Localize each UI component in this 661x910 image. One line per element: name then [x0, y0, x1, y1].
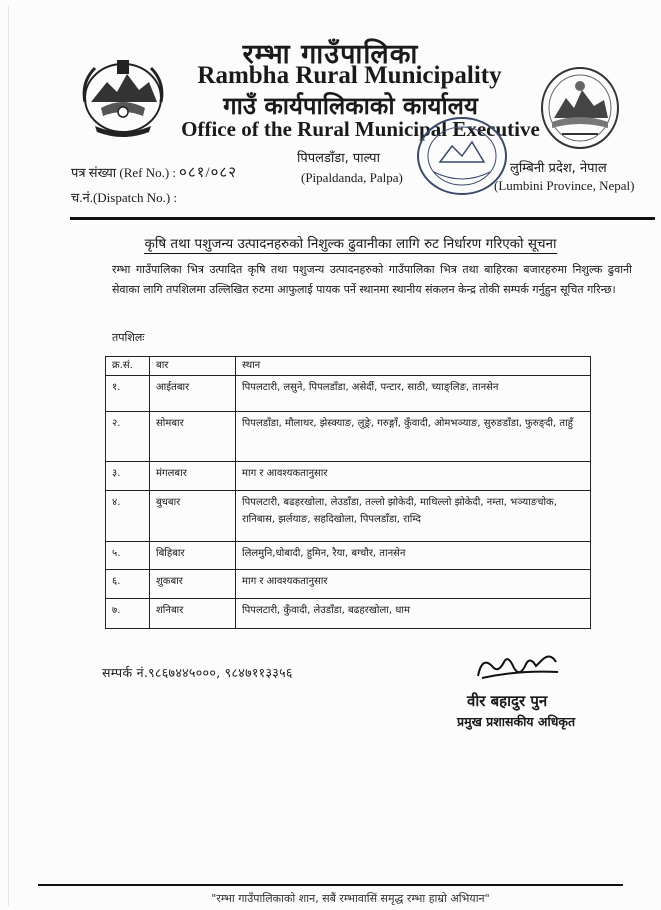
places-cell: पिपलटारी, कुँवादी, लेउडाँडा, बढहरखोला, धाम [236, 599, 591, 629]
serial-cell: २. [106, 412, 150, 462]
serial-cell: ४. [106, 491, 150, 542]
places-cell: लिलमुनि,धोबादी, हुमिन, रैया, बग्चौर, तानसेन [236, 542, 591, 570]
signatory-title: प्रमुख प्रशासकीय अधिकृत [457, 714, 576, 729]
serial-cell: ७. [106, 599, 150, 629]
details-label: तपशिलः [112, 331, 145, 344]
places-cell: पिपलडाँडा, मौलाथर, झेस्क्याङ, लुङ्रे, गरुङ्गाँ, कुँवादी, ओमभञ्याङ, सुरुङडाँडा, फुरुङ्दी, ताहुँ [236, 412, 591, 462]
places-cell: पिपलटारी, लसुने, पिपलडाँडा, असेर्दी, पन्टार, साठी, च्याङ्लिङ, तानसेन [236, 376, 591, 412]
day-cell: आईतबार [150, 376, 236, 412]
table-row [106, 570, 591, 599]
province-en: (Lumbini Province, Nepal) [494, 178, 635, 193]
col-serial-header: क्र.सं. [106, 357, 150, 376]
reference-number [71, 162, 237, 182]
dispatch-number: च.नं.(Dispatch No.) : [71, 190, 178, 205]
table-header-row [106, 357, 591, 376]
municipality-logo-icon [538, 62, 622, 154]
notice-body: रम्भा गाउँपालिका भित्र उत्पादित कृषि तथा पशुजन्य उत्पादनहरुको गाउँपालिका भित्र तथा बाहिरका बजारहरुमा निशुल्क ढुवानी सेवाका लागि तपशिलमा उल्लिखित रुटमा आफुलाई पायक पर्ने स्थानमा स्थानीय संकलन केन्द्र तोकी सम्पर्क गर्नुहुन सूचित गरिन्छ। [112, 263, 632, 296]
day-cell: सोमबार [150, 412, 236, 462]
ref-label: पत्र संख्या (Ref No.) : [71, 165, 177, 180]
table-row [106, 542, 591, 570]
table-row [106, 462, 591, 491]
places-cell: माग र आवश्यकतानुसार [236, 570, 591, 599]
footer-divider [38, 884, 623, 886]
notice-subject [0, 234, 661, 252]
places-cell: पिपलटारी, बढहरखोला, लेउडाँडा, तल्लो झोकेदी, माथिल्लो झोकेदी, नम्ता, भञ्याङचोक, रानिबास, झर्लयाङ, सहदिखोला, पिपलडाँडा, राम्दि [236, 491, 591, 542]
day-cell: बुधबार [150, 491, 236, 542]
table-row [106, 599, 591, 629]
place-en: (Pipaldanda, Palpa) [301, 170, 403, 185]
ref-value: ०८१/०८२ [179, 165, 238, 181]
serial-cell: ६. [106, 570, 150, 599]
day-cell: शुकबार [150, 570, 236, 599]
col-places-header: स्थान [236, 357, 591, 376]
places-cell: माग र आवश्यकतानुसार [236, 462, 591, 491]
table-row [106, 376, 591, 412]
serial-cell: ३. [106, 462, 150, 491]
municipality-name-np: रम्भा गाउँपालिका [242, 39, 419, 70]
handwritten-signature [472, 648, 564, 688]
signatory-name: वीर बहादुर पुन [467, 692, 548, 710]
office-name-np: गाउँ कार्यपालिकाको कार्यालय [223, 91, 478, 120]
day-cell: शनिबार [150, 599, 236, 629]
municipality-name-en: Rambha Rural Municipality [197, 62, 502, 89]
province-np: लुम्बिनी प्रदेश, नेपाल [510, 161, 607, 176]
serial-cell: ५. [106, 542, 150, 570]
notice-subject-text: कृषि तथा पशुजन्य उत्पादनहरुको निशुल्क ढुवानीका लागि रुट निर्धारण गरिएको सूचना [144, 236, 557, 252]
place-np: पिपलडाँडा, पाल्पा [297, 151, 380, 166]
day-cell: बिहिबार [150, 542, 236, 570]
contact-numbers: सम्पर्क नं.९८६७४४५०००, ९८४७११३३५६ [102, 665, 293, 680]
office-name-en: Office of the Rural Municipal Executive [181, 117, 540, 141]
table-row [106, 491, 591, 542]
footer-slogan: "रम्भा गाउँपालिकाको शान, सबैं रम्भावासिं समृद्ध रम्भा हाम्रो अभियान" [211, 892, 490, 905]
day-cell: मंगलबार [150, 462, 236, 491]
col-day-header: बार [150, 357, 236, 376]
serial-cell: १. [106, 376, 150, 412]
header-divider [70, 217, 655, 220]
table-row [106, 412, 591, 462]
route-schedule-table [105, 356, 591, 629]
